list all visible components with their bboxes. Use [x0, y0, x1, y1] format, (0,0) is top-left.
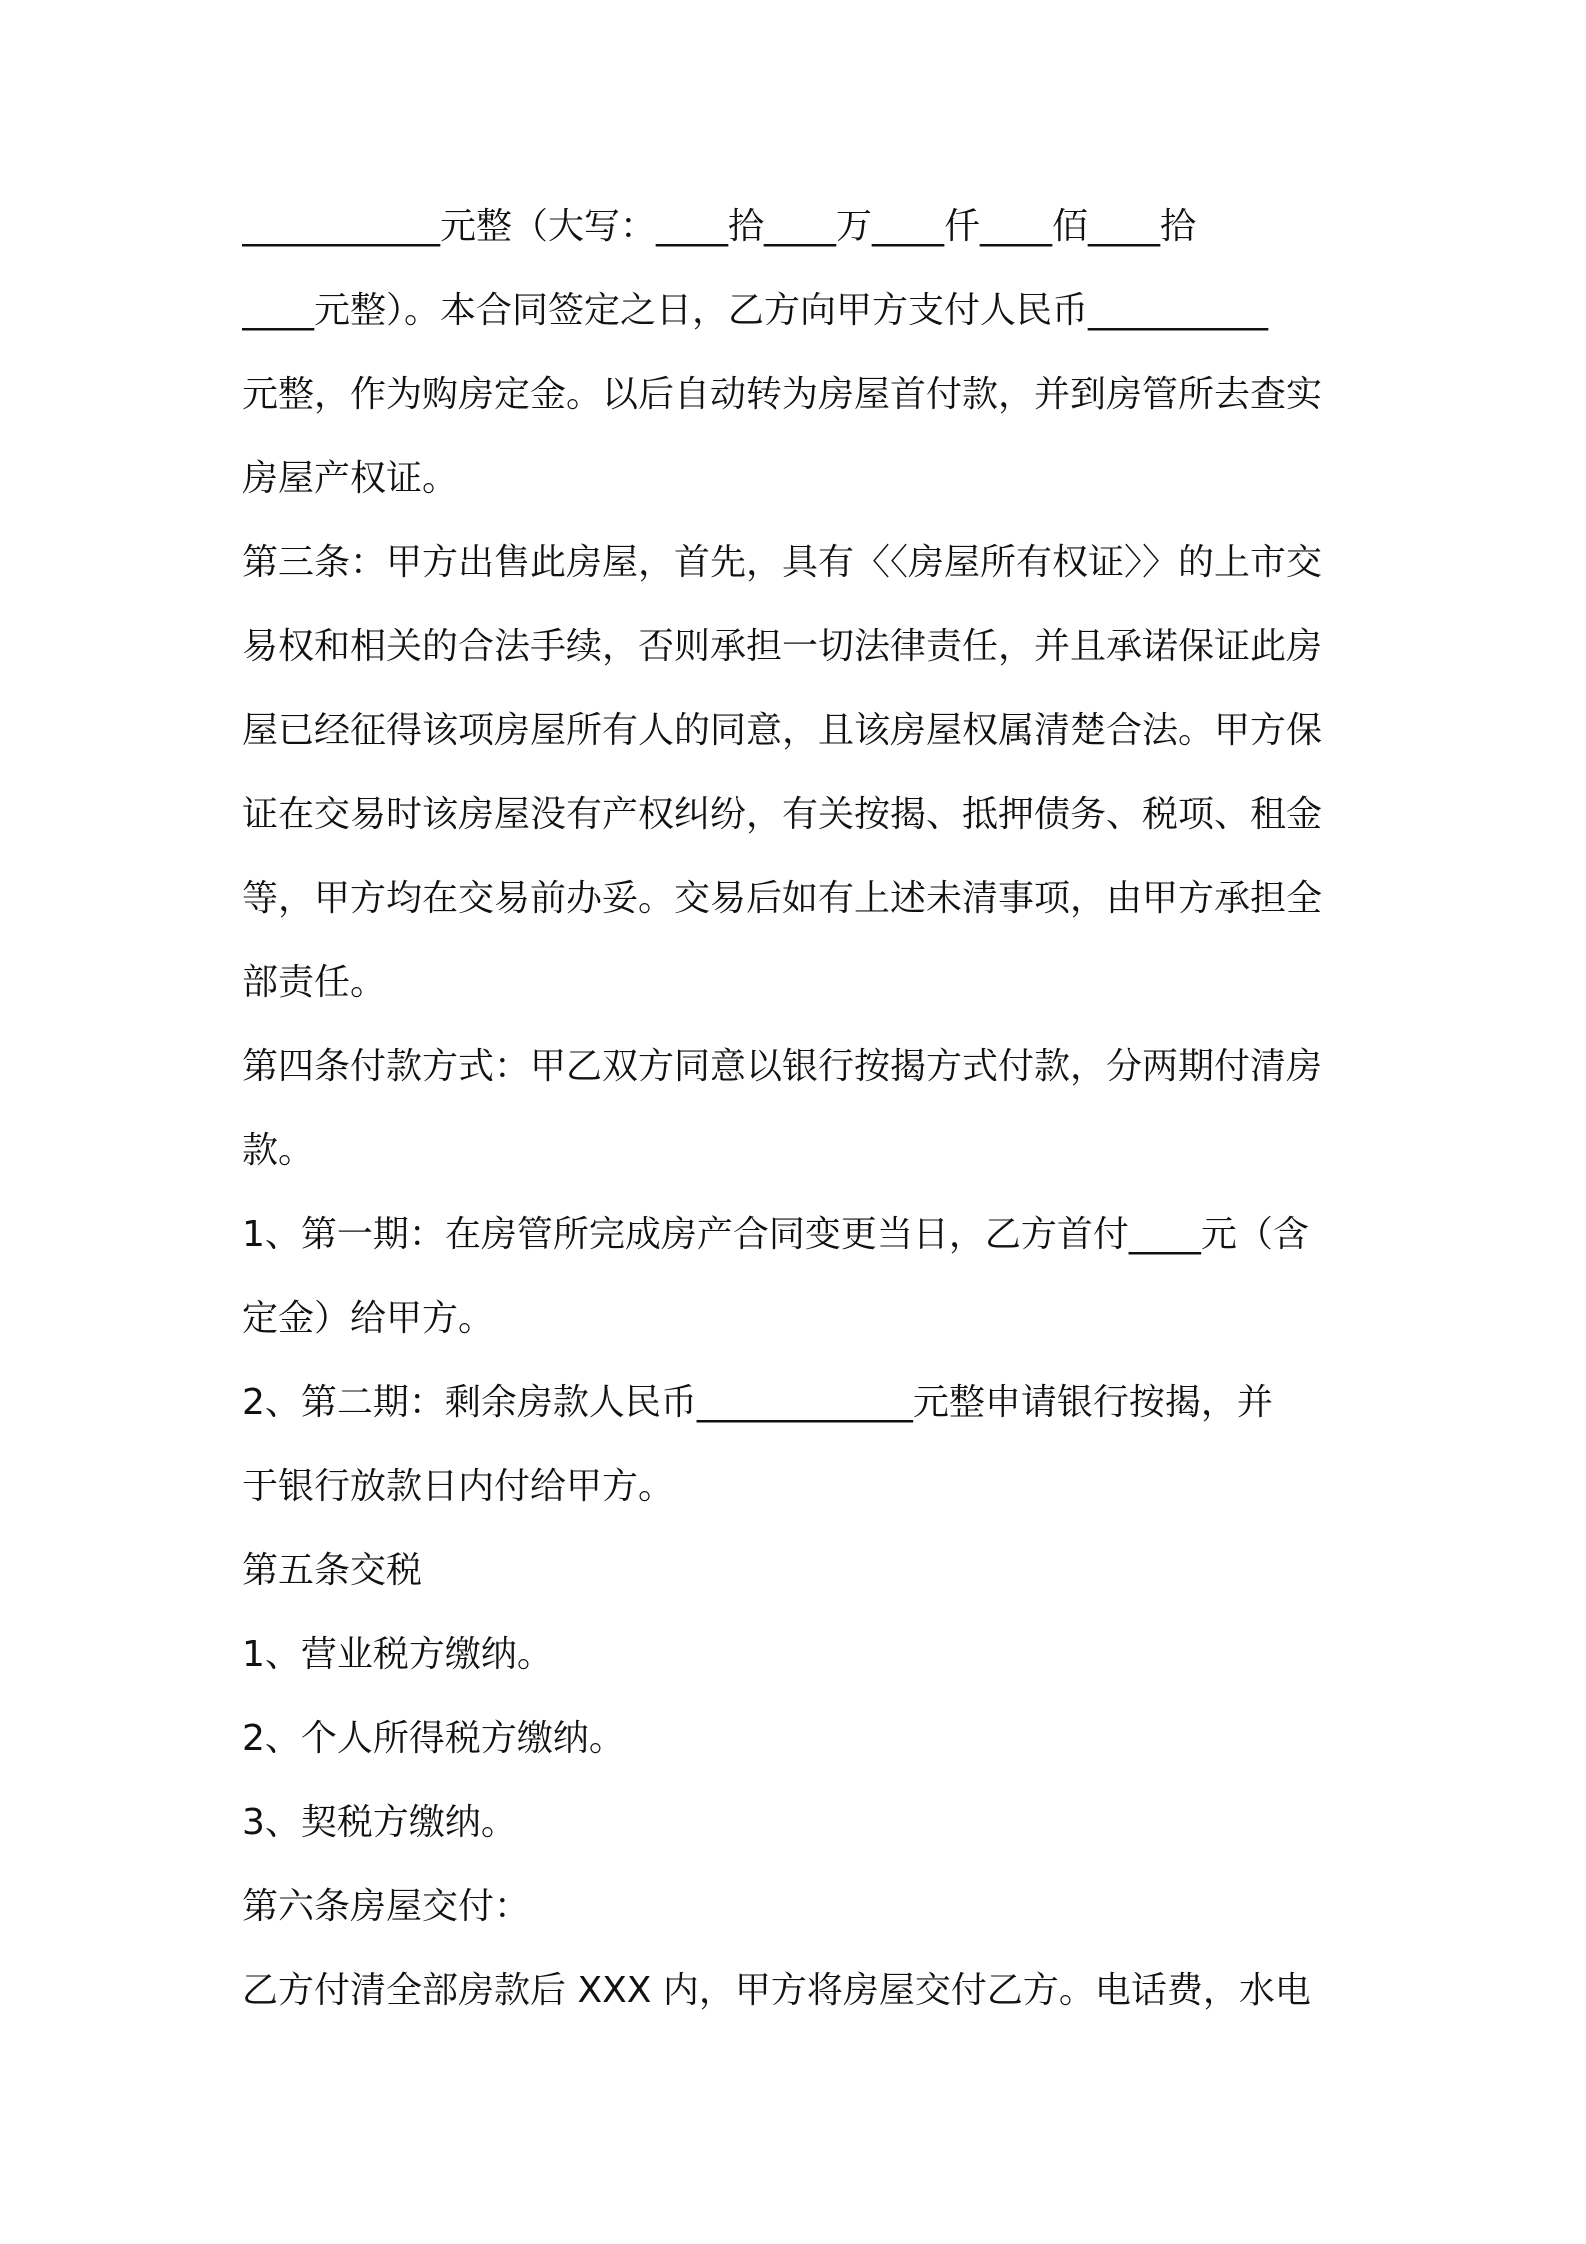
text-line: 乙方付清全部房款后 XXX 内，甲方将房屋交付乙方。电话费，水电: [242, 1970, 1311, 2011]
text-line: 定金）给甲方。: [242, 1298, 495, 1339]
list-item: 2、第二期：剩余房款人民币____________元整申请银行按揭，并: [242, 1382, 1273, 1423]
text-line: 部责任。: [242, 962, 387, 1003]
list-item: 2、个人所得税方缴纳。: [242, 1718, 625, 1759]
list-item: 1、第一期：在房管所完成房产合同变更当日，乙方首付____元（含: [242, 1214, 1309, 1255]
text-line: ___________元整（大写：____拾____万____仟____佰____拾: [242, 206, 1197, 247]
contract-text: [242, 197, 1352, 2045]
text-line: 等，甲方均在交易前办妥。交易后如有上述未清事项，由甲方承担全: [242, 878, 1323, 919]
clause-5-heading: 第五条交税: [242, 1550, 423, 1591]
text-line: 于银行放款日内付给甲方。: [242, 1466, 675, 1507]
text-line: 证在交易时该房屋没有产权纠纷，有关按揭、抵押债务、税项、租金: [242, 794, 1323, 835]
text-line: ____元整）。本合同签定之日，乙方向甲方支付人民币__________: [242, 290, 1269, 331]
list-item: 3、契税方缴纳。: [242, 1802, 517, 1843]
clause-4-heading-line: 第四条付款方式：甲乙双方同意以银行按揭方式付款，分两期付清房: [242, 1046, 1323, 1087]
clause-3-heading-line: 第三条：甲方出售此房屋，首先，具有〈〈房屋所有权证〉〉的上市交: [242, 542, 1323, 583]
text-line: 款。: [242, 1130, 315, 1171]
text-line: 易权和相关的合法手续，否则承担一切法律责任，并且承诺保证此房: [242, 626, 1323, 667]
text-line: 元整，作为购房定金。以后自动转为房屋首付款，并到房管所去查实: [242, 374, 1323, 415]
text-line: 屋已经征得该项房屋所有人的同意，且该房屋权属清楚合法。甲方保: [242, 710, 1323, 751]
text-line: 房屋产权证。: [242, 458, 459, 499]
clause-6-heading: 第六条房屋交付：: [242, 1886, 531, 1927]
list-item: 1、营业税方缴纳。: [242, 1634, 553, 1675]
